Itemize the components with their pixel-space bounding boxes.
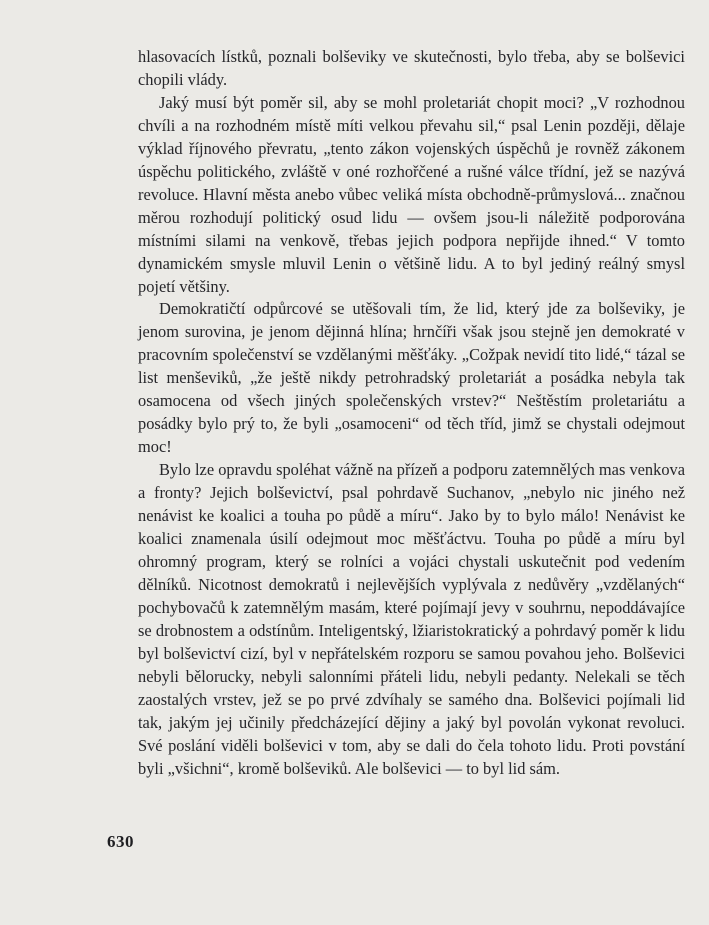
body-text <box>138 46 685 781</box>
paragraph-lenin-quote: Jaký musí být poměr sil, aby se mohl proletariát chopit moci? „V rozhodnou chvíli a na rozhodném místě míti velkou převahu sil,“ psal Lenin později, dělaje výklad říjnového převratu, „tento zákon vojenských úspěchů je rovněž zákonem úspěchu politického, zvláště v oné rozhořčené a rušné válce třídní, jež se nazývá revoluce. Hlavní města anebo vůbec veliká místa obchodně-průmyslová... značnou měrou rozhodují politický osud lidu — ovšem jsou-li náležitě podporována místními silami na venkově, třebas jejich podpora nepřijde ihned.“ V tomto dynamickém smysle mluvil Lenin o většině lidu. A to byl jediný reálný smysl pojetí většiny. <box>138 92 685 296</box>
page-number: 630 <box>107 832 134 851</box>
paragraph-democratic-opponents: Demokratičtí odpůrcové se utěšovali tím, že lid, který jde za bolševiky, je jenom surovina, je jenom dějinná hlína; hrnčíři však jsou stejně jen demokraté v pracovním společenství se vzdělanými měšťáky. „Cožpak nevidí tito lidé,“ tázal se list menševiků, „že ještě nikdy petrohradský proletariát a posádka nebyla tak osamocena od všech jiných společenských vrstev?“ Neštěstím proletariátu a posádky bylo prý to, že byli „osamoceni“ od těch tříd, jimž se chystali odejmout moc! <box>138 299 685 457</box>
paragraph-continuation: hlasovacích lístků, poznali bolševiky ve skutečnosti, bylo třeba, aby se bolševici chopili vlády. <box>138 47 685 89</box>
paragraph-masses: Bylo lze opravdu spoléhat vážně na přízeň a podporu zatemnělých mas venkova a fronty? Jejich bolševictví, psal pohrdavě Suchanov, „nebylo nic jiného než nenávist ke koalici a touha po půdě a míru“. Jako by to bylo málo! Nenávist ke koalici znamenala úsilí odejmout moc měšťáctvu. Touha po půdě a míru byl ohromný program, který se rolníci a vojáci chystali uskutečnit pod vedením dělníků. Nicotnost demokratů i nejlevějších vyplývala z nedůvěry „vzdělaných“ pochybovačů k zatemnělým masám, které pojímají jevy v souhrnu, nepoddávajíce se drobnostem a odstínům. Inteligentský, lžiaristokratický a pohrdavý poměr k lidu byl bolševictví cizí, byl v nepřátelském rozporu se samou povahou jeho. Bolševici nebyli bělorucky, nebyli salonními přáteli lidu, nebyli pedanty. Nelekali se těch zaostalých vrstev, jež se po prvé zdvíhaly se samého dna. Bolševici pojímali lid tak, jakým jej učinily předcházející dějiny a jaký byl povolán vykonat revoluci. Své poslání viděli bolševici v tom, aby se dali do čela tohoto lidu. Proti povstání byli „všichni“, kromě bolševiků. Ale bolševici — to byl lid sám. <box>138 460 685 778</box>
